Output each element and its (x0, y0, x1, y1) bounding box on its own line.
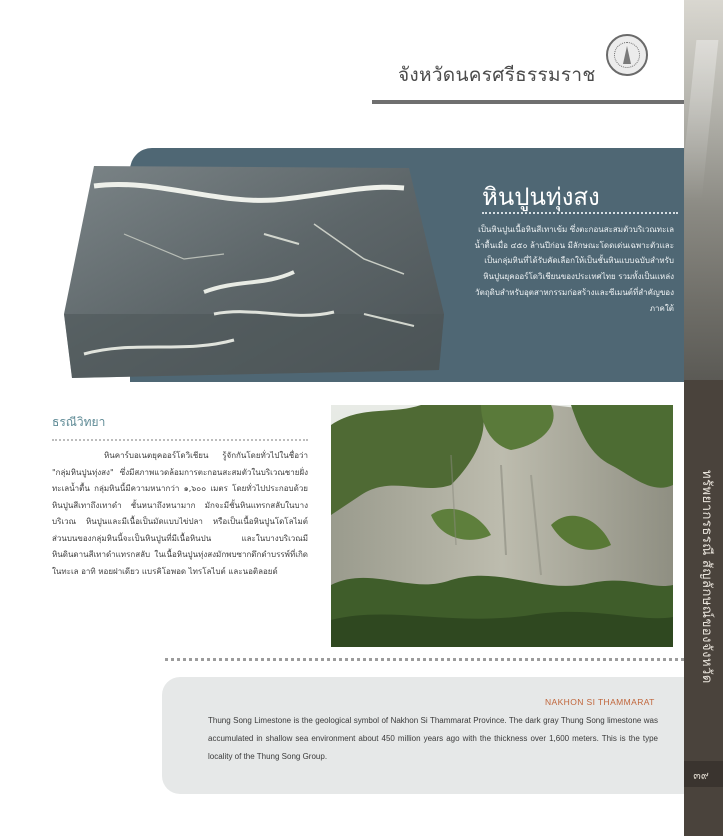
english-body: Thung Song Limestone is the geological symbol of Nakhon Si Thammarat Province. The dark gray Thung Song limestone was accumulated in shallow sea environment about 450 million years ago with the thickness over 1,600 meters. This is the type locality of the Thung Song Group. (208, 716, 658, 761)
geology-divider (52, 439, 308, 441)
sidebar-vertical-title: ทรัพยากรธรณี สัญลักษณ์ของจังหวัด (700, 470, 715, 684)
sidebar-cliff-photo (684, 0, 723, 380)
province-title: จังหวัดนครศรีธรรมราช (398, 64, 596, 86)
feature-title: หินปูนทุ่งสง (482, 183, 600, 211)
limestone-slab-image (64, 164, 444, 386)
feature-description: เป็นหินปูนเนื้อหินสีเทาเข้ม ซึ่งตะกอนสะสมตัวบริเวณทะเลน้ำตื้นเมื่อ ๔๕๐ ล้านปีก่อน มีลักษณะโดดเด่นเฉพาะตัวและเป็นกลุ่มหินที่ได้รับคัดเลือกให้เป็นชั้นหินแบบฉบับสำหรับหินปูนยุคออร์โดวิเชียนของประเทศไทย รวมทั้งเป็นแหล่งวัตถุดิบสำหรับอุตสาหกรรมก่อสร้างและซีเมนต์ที่สำคัญของภาคใต้ (474, 225, 674, 313)
english-section-divider (165, 658, 684, 661)
province-seal-icon (606, 34, 648, 76)
page-number: ๓๙ (693, 769, 709, 782)
feature-title-divider (482, 212, 678, 214)
geology-heading: ธรณีวิทยา (52, 415, 106, 429)
header-rule (372, 100, 684, 104)
geology-body: หินคาร์บอเนตยุคออร์โดวิเชียน รู้จักกันโดยทั่วไปในชื่อว่า "กลุ่มหินปูนทุ่งสง" ซึ่งมีสภาพแวดล้อมการตะกอนสะสมตัวในบริเวณชายฝั่งทะเลน้ำตื้น กลุ่มหินนี้มีความหนากว่า ๑,๖๐๐ เมตร โดยทั่วไปประกอบด้วยหินปูนสีเทาถึงเทาดำ ชั้นหนาถึงหนามาก มักจะมีชั้นหินแทรกสลับในบางบริเวณ หินปูนและมีเนื้อเป็นมัดแบบไข่ปลา หรือเป็นเนื้อหินปูนโดโลไมต์ ส่วนบนของกลุ่มหินนี้จะเป็นหินปูนที่มีเนื้อหินปน และในบางบริเวณมีหินดินดานสีเทาดำแทรกสลับ ในเนื้อหินปูนทุ่งสงมักพบซากดึกดำบรรพ์ที่เกิดในทะเล อาทิ หอยฝาเดียว แบรคิโอพอด ไทรโลไบต์ และนอติลอยด์ (52, 451, 308, 576)
limestone-cliff-photo (331, 405, 673, 647)
english-heading: NAKHON SI THAMMARAT (545, 697, 655, 707)
